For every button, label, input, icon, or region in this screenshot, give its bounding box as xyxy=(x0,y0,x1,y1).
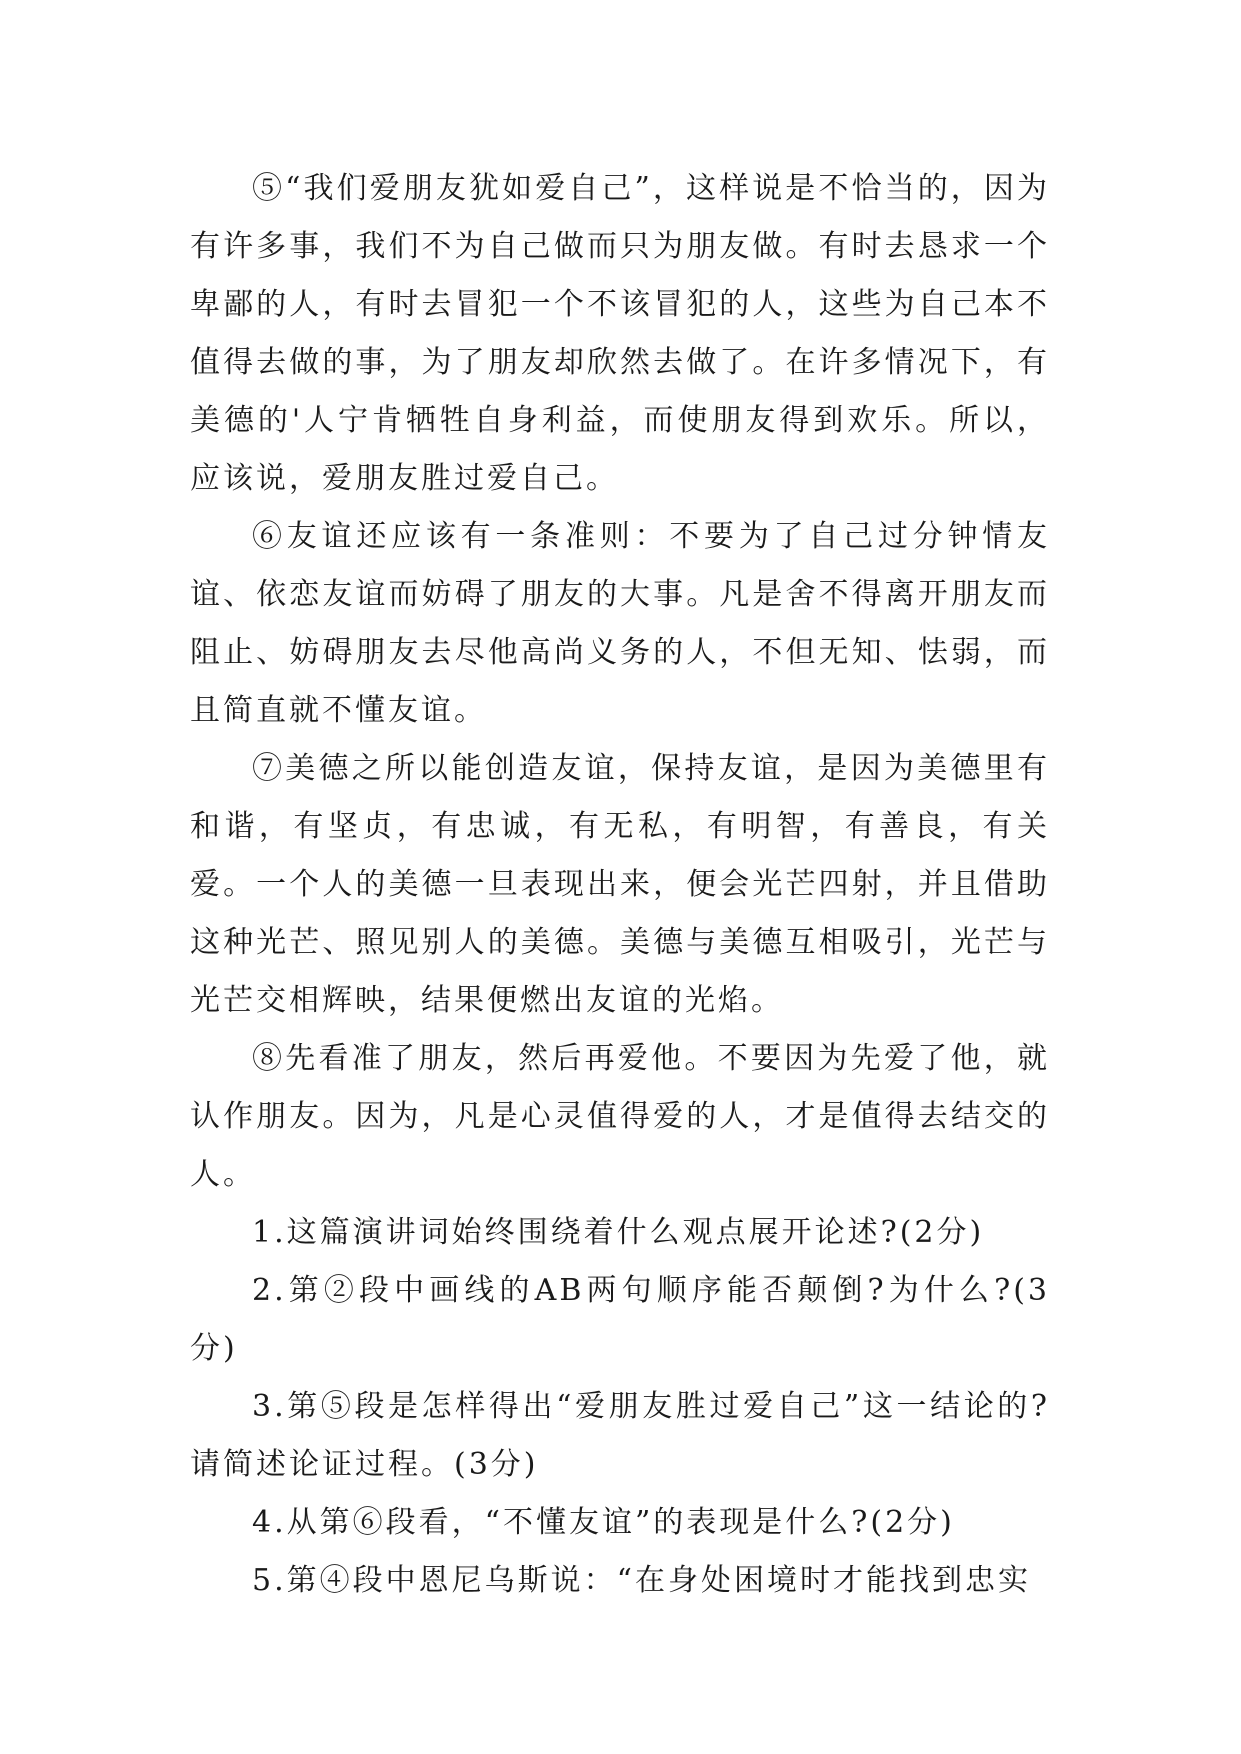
question-5: 5.第④段中恩尼乌斯说：“在身处困境时才能找到忠实 xyxy=(252,1563,1031,1598)
question-1: 1.这篇演讲词始终围绕着什么观点展开论述?(2分) xyxy=(252,1215,985,1250)
paragraph-6: ⑥友谊还应该有一条准则：不要为了自己过分钟情友谊、依恋友谊而妨碍了朋友的大事。凡是舍不得离开朋友而阻止、妨碍朋友去尽他高尚义务的人，不但无知、怯弱，而且简直就不懂友谊。 xyxy=(190,519,1050,728)
paragraph-5: ⑤“我们爱朋友犹如爱自己”，这样说是不恰当的，因为有许多事，我们不为自己做而只为朋友做。有时去恳求一个卑鄙的人，有时去冒犯一个不该冒犯的人，这些为自己本不值得去做的事，为了朋友却欣然去做了。在许多情况下，有美德的'人宁肯牺牲自身利益，而使朋友得到欢乐。所以，应该说，爱朋友胜过爱自己。 xyxy=(190,171,1050,496)
document-body xyxy=(190,160,1050,1610)
paragraph-7: ⑦美德之所以能创造友谊，保持友谊，是因为美德里有和谐，有坚贞，有忠诚，有无私，有明智，有善良，有关爱。一个人的美德一旦表现出来，便会光芒四射，并且借助这种光芒、照见别人的美德。美德与美德互相吸引，光芒与光芒交相辉映，结果便燃出友谊的光焰。 xyxy=(190,751,1050,1018)
question-3: 3.第⑤段是怎样得出“爱朋友胜过爱自己”这一结论的?请简述论证过程。(3分) xyxy=(190,1389,1050,1482)
question-2: 2.第②段中画线的AB两句顺序能否颠倒?为什么?(3分) xyxy=(190,1273,1050,1366)
question-4: 4.从第⑥段看，“不懂友谊”的表现是什么?(2分) xyxy=(252,1505,955,1540)
paragraph-8: ⑧先看准了朋友，然后再爱他。不要因为先爱了他，就认作朋友。因为，凡是心灵值得爱的人，才是值得去结交的人。 xyxy=(190,1041,1050,1192)
